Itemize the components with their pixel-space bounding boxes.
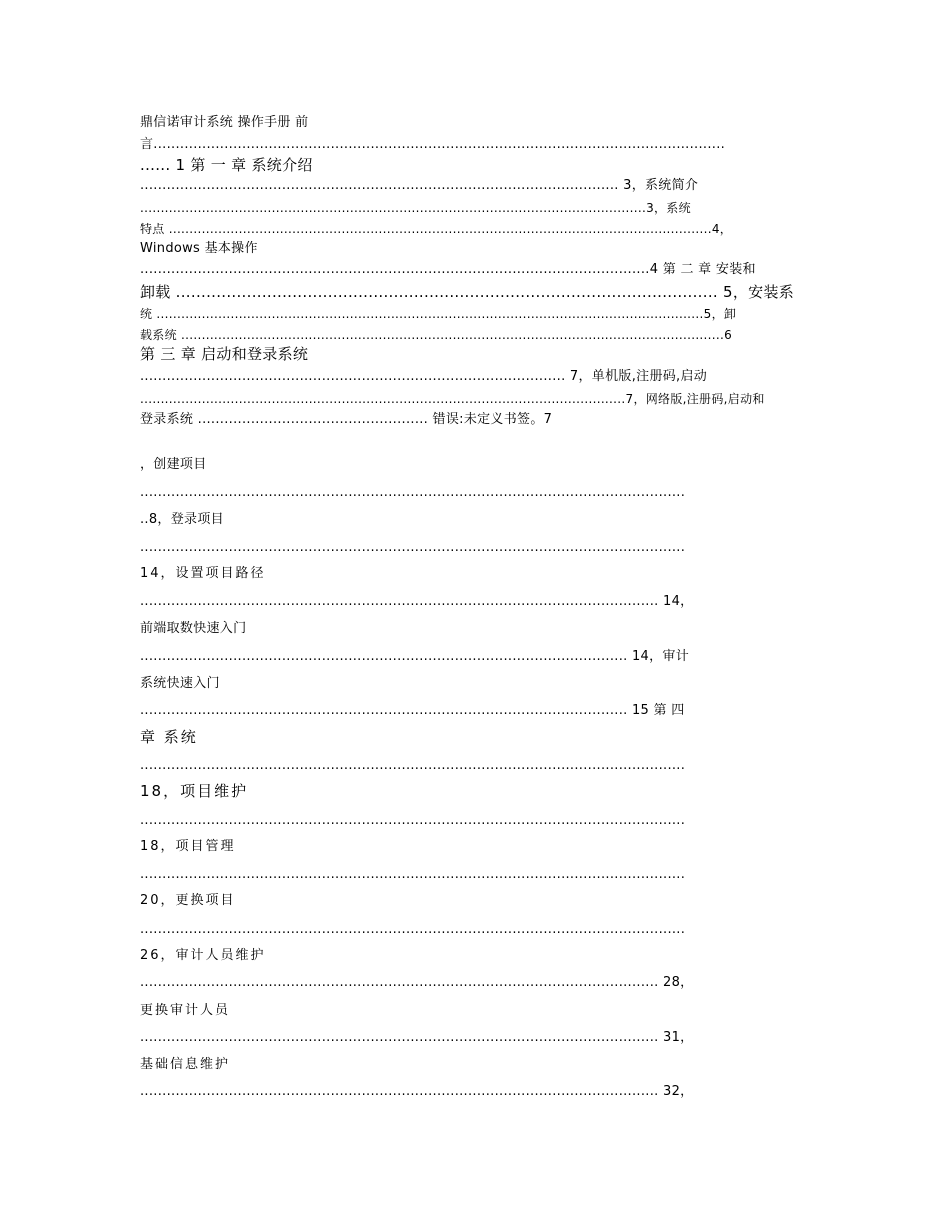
toc-line: ...........................................................................................................................3，系统 [140,201,691,215]
toc-line: ..................................................................................................................... 14， [140,594,694,609]
toc-line: 系统快速入门 [140,676,220,691]
toc-line: ........................................................................................................................... [140,485,686,500]
toc-line: 载系统 ....................................................................................................................................6 [140,328,733,342]
toc-line: 登录系统 .................................................... 错误:未定义书签。7 [140,412,553,427]
toc-line: ......................................................................................................................7，网络版,注册码,启动和 [140,392,765,406]
toc-line: ........................................................................................................................... [140,922,686,937]
toc-line: ...................................................................................................................4 第 二 章 安装和 [140,262,756,277]
toc-line: ........................................................................................................................... [140,540,686,555]
toc-line: ..................................................................................................................... 31， [140,1030,694,1045]
toc-line: ..8，登录项目 [140,512,224,527]
toc-line: ........................................................................................................................... [140,758,686,773]
toc-line: ..................................................................................................................... 28， [140,975,694,990]
toc-line: 18，项目维护 [140,782,249,800]
toc-line: 20，更换项目 [140,893,236,908]
toc-line: ........................................................................................................................... [140,813,686,828]
toc-line: 18，项目管理 [140,839,236,854]
toc-line: .............................................................................................................. 14，审计 [140,649,690,664]
toc-line: 章 系统 [140,728,198,746]
toc-line: 第 三 章 启动和登录系统 [140,345,309,363]
toc-line: ............................................................................................................ 3，系统简介 [140,178,699,193]
toc-line: ................................................................................................ 7，单机版,注册码,启动 [140,369,708,384]
toc-line: 基础信息维护 [140,1057,231,1072]
toc-line: 统 .....................................................................................................................................5，卸 [140,307,737,321]
toc-line: .............................................................................................................. 15 第 四 [140,703,685,718]
toc-line: Windows 基本操作 [140,241,258,256]
toc-line: 更换审计人员 [140,1003,231,1018]
toc-line: ...... 1 第 一 章 系统介绍 [140,156,313,174]
toc-line: 14，设置项目路径 [140,566,266,581]
toc-line: ..................................................................................................................... 32， [140,1084,694,1099]
toc-line: 鼎信诺审计系统 操作手册 前 [140,115,309,130]
toc-line: ，创建项目 [140,457,207,472]
toc-line: ........................................................................................................................... [140,867,686,882]
toc-line: 言................................................................................................................................. [140,137,726,152]
toc-line: 26，审计人员维护 [140,948,266,963]
toc-line: 特点 ....................................................................................................................................4， [140,222,733,236]
toc-line: 前端取数快速入门 [140,621,247,636]
toc-line: 卸载 ........................................................................................................... 5，安装系 [140,283,795,301]
